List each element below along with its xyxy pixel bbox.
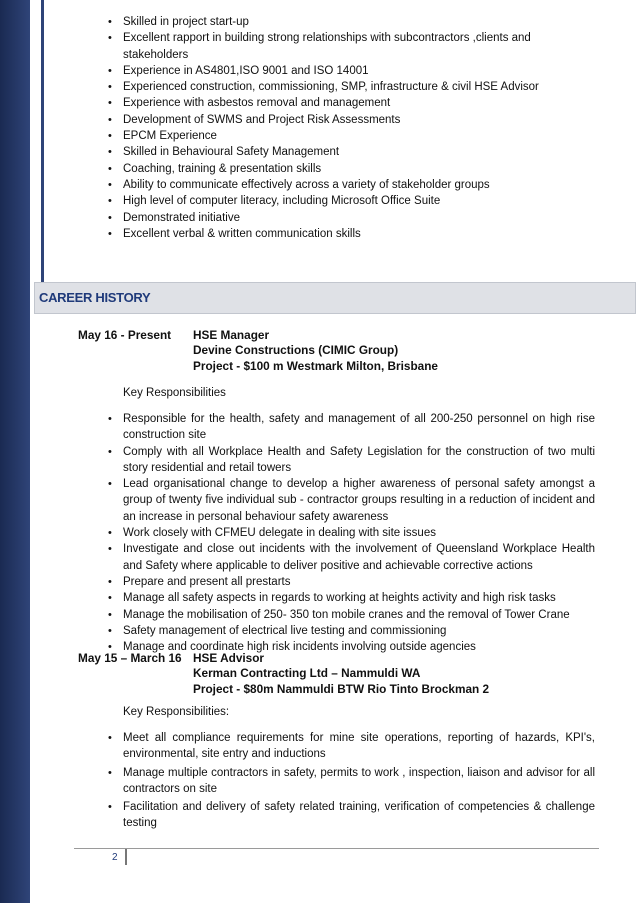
bullet-icon: • [108, 527, 112, 540]
bullet-icon: • [108, 211, 112, 224]
job-project: Project - $100 m Westmark Milton, Brisbane [193, 358, 438, 373]
list-item: • Work closely with CFMEU delegate in dealing with site issues [123, 525, 595, 541]
list-item: • Development of SWMS and Project Risk Assessments [123, 112, 598, 128]
list-item: • Facilitation and delivery of safety related training, verification of competencies & challenge testing [108, 801, 595, 830]
job-company: Kerman Contracting Ltd – Nammuldi WA [193, 666, 421, 681]
list-item: • Experienced construction, commissioning, SMP, infrastructure & civil HSE Advisor [123, 79, 598, 95]
job-date: May 15 – March 16 [78, 651, 182, 665]
list-item: • Demonstrated initiative [123, 210, 598, 226]
left-sidebar-bar [0, 0, 30, 903]
list-item: • Excellent verbal & written communication skills [123, 226, 598, 242]
bullet-icon: • [108, 162, 112, 175]
key-responsibilities-label: Key Responsibilities: [123, 706, 230, 718]
bullet-icon: • [108, 801, 112, 814]
list-item: • Ability to communicate effectively across a variety of stakeholder groups [123, 177, 598, 193]
sidebar-rule [41, 0, 44, 282]
footer-rule [74, 848, 599, 849]
job-project: Project - $80m Nammuldi BTW Rio Tinto Brockman 2 [193, 681, 490, 696]
key-responsibilities-label: Key Responsibilities [123, 387, 226, 399]
bullet-icon: • [108, 113, 112, 126]
bullet-icon: • [108, 146, 112, 159]
section-title: CAREER HISTORY [39, 290, 151, 305]
bullet-icon: • [108, 195, 112, 208]
list-item: • High level of computer literacy, including Microsoft Office Suite [123, 193, 598, 209]
list-item: • Skilled in project start-up [123, 14, 598, 30]
list-item: • Experience in AS4801,ISO 9001 and ISO 14001 [123, 63, 598, 79]
bullet-icon: • [108, 227, 112, 240]
job-title: HSE Advisor [193, 651, 265, 665]
job-details [193, 651, 489, 697]
bullet-icon: • [108, 592, 112, 605]
responsibilities-list [108, 730, 595, 832]
list-item: • Skilled in Behavioural Safety Management [123, 144, 598, 160]
page-number: 2 [112, 852, 118, 863]
list-item: • Responsible for the health, safety and management of all 200-250 personnel on high rise construction site [108, 413, 595, 442]
footer-separator [125, 849, 127, 865]
bullet-icon: • [108, 445, 112, 458]
bullet-icon: • [108, 608, 112, 621]
bullet-icon: • [108, 81, 112, 94]
list-item: • Coaching, training & presentation skills [123, 161, 598, 177]
list-item: • Manage the mobilisation of 250- 350 ton mobile cranes and the removal of Tower Crane [123, 607, 595, 623]
job-details [193, 328, 438, 374]
bullet-icon: • [108, 97, 112, 110]
job-company: Devine Constructions (CIMIC Group) [193, 343, 399, 358]
list-item: • Comply with all Workplace Health and Safety Legislation for the construction of two multi story residential and retail towers [108, 445, 595, 474]
list-item: • Investigate and close out incidents with the involvement of Queensland Workplace Health and Safety where applicable to deliver positive and achievable corrective actions [108, 543, 595, 572]
bullet-icon: • [108, 178, 112, 191]
bullet-icon: • [108, 413, 112, 425]
list-item: • EPCM Experience [123, 128, 598, 144]
job-title: HSE Manager [193, 328, 270, 342]
bullet-icon: • [108, 16, 112, 28]
list-item: • Prepare and present all prestarts [123, 574, 595, 590]
bullet-icon: • [108, 641, 112, 654]
bullet-icon: • [108, 478, 112, 491]
bullet-icon: • [108, 732, 112, 744]
list-item: • Excellent rapport in building strong relationships with subcontractors ,clients and stakeholders [108, 32, 531, 61]
bullet-icon: • [108, 32, 112, 45]
list-item: • Manage and coordinate high risk incidents involving outside agencies [123, 639, 595, 655]
skills-list [108, 14, 598, 242]
bullet-icon: • [108, 624, 112, 637]
responsibilities-list [108, 411, 595, 655]
list-item: • Manage all safety aspects in regards to working at heights activity and high risk tasks [123, 590, 595, 606]
list-item: • Lead organisational change to develop a higher awareness of personal safety amongst a group of twenty five individual sub - contractor groups resulting in a reduction of incident and an increase in personal behaviour safety awareness [108, 478, 595, 523]
career-history-header [34, 282, 636, 314]
job-date: May 16 - Present [78, 328, 172, 342]
bullet-icon: • [108, 64, 112, 77]
bullet-icon: • [108, 543, 112, 556]
list-item: • Meet all compliance requirements for mine site operations, reporting of hazards, KPI's, environmental, site entry and inductions [108, 732, 595, 761]
bullet-icon: • [108, 575, 112, 588]
list-item: • Experience with asbestos removal and management [123, 95, 598, 111]
bullet-icon: • [108, 766, 112, 779]
list-item: • Safety management of electrical live testing and commissioning [123, 623, 595, 639]
bullet-icon: • [108, 130, 112, 143]
list-item: • Manage multiple contractors in safety, permits to work , inspection, liaison and advisor for all contractors on site [108, 766, 595, 795]
